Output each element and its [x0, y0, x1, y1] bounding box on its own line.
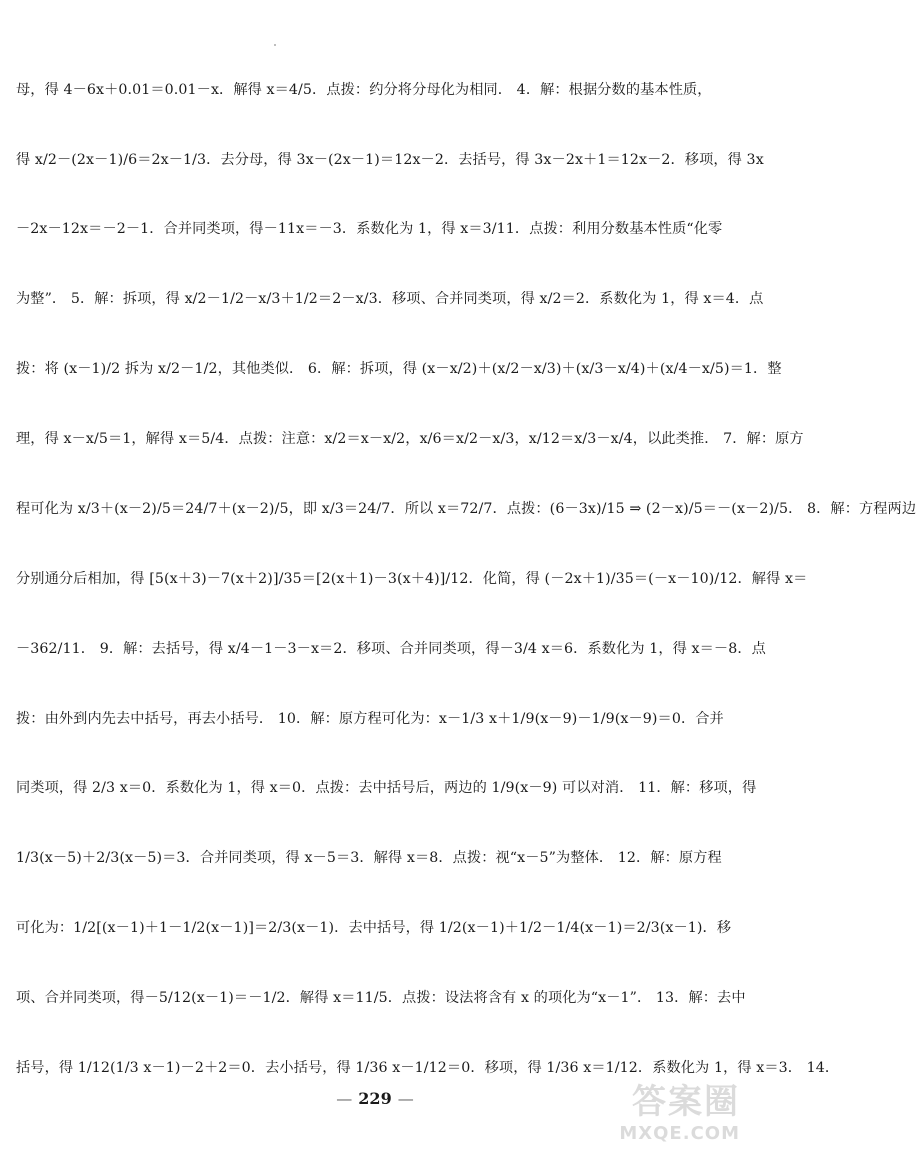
text-line-1: 母，得 4－6x＋0.01＝0.01－x．解得 x＝4/5．点拨：约分将分母化为相同． 4．解：根据分数的基本性质， — [16, 82, 712, 98]
page-number: 229 — [358, 1089, 392, 1108]
text-line-6: 理，得 x－x/5＝1，解得 x＝5/4．点拨：注意：x/2＝x－x/2，x/6＝x/2－x/3，x/12＝x/3－x/4，以此类推． 7．解：原方 — [16, 431, 804, 447]
text-line-8: 分别通分后相加，得 [5(x＋3)－7(x＋2)]/35＝[2(x＋1)－3(x＋4)]/12．化简，得 (－2x＋1)/35＝(－x－10)/12．解得 x＝ — [16, 571, 808, 587]
text-line-7: 程可化为 x/3＋(x－2)/5＝24/7＋(x－2)/5，即 x/3＝24/7．所以 x＝72/7．点拨：(6－3x)/15 ⇒ (2－x)/5＝－(x－2)/5． 8．解：方程两边 — [16, 501, 916, 517]
text-line-4: 为整”． 5．解：拆项，得 x/2－1/2－x/3＋1/2＝2－x/3．移项、合并同类项，得 x/2＝2．系数化为 1，得 x＝4．点 — [16, 291, 764, 307]
footer-dash-left: — — [336, 1089, 353, 1108]
text-line-10: 拨：由外到内先去中括号，再去小括号． 10．解：原方程可化为：x－1/3 x＋1/9(x－9)－1/9(x－9)＝0．合并 — [16, 711, 724, 727]
watermark-bottom-text: MXQE.COM — [619, 1123, 740, 1144]
text-line-2: 得 x/2－(2x－1)/6＝2x－1/3．去分母，得 3x－(2x－1)＝12x－2．去括号，得 3x－2x＋1＝12x－2．移项，得 3x — [16, 152, 764, 168]
text-line-14: 项、合并同类项，得－5/12(x－1)＝－1/2．解得 x＝11/5．点拨：设法将含有 x 的项化为“x－1”． 13．解：去中 — [16, 990, 746, 1006]
text-line-3: －2x－12x＝－2－1．合并同类项，得－11x＝－3．系数化为 1，得 x＝3/11．点拨：利用分数基本性质“化零 — [16, 221, 723, 237]
page-mark — [274, 44, 276, 46]
text-line-13: 可化为：1/2[(x－1)＋1－1/2(x－1)]＝2/3(x－1)．去中括号，得 1/2(x－1)＋1/2－1/4(x－1)＝2/3(x－1)．移 — [16, 920, 732, 936]
text-line-12: 1/3(x－5)＋2/3(x－5)＝3．合并同类项，得 x－5＝3．解得 x＝8．点拨：视“x－5”为整体． 12．解：原方程 — [16, 850, 722, 866]
text-line-11: 同类项，得 2/3 x＝0．系数化为 1，得 x＝0．点拨：去中括号后，两边的 1/9(x－9) 可以对消． 11．解：移项，得 — [16, 780, 757, 796]
watermark-top-text: 答案圈 — [632, 1082, 740, 1122]
footer-dash-right: — — [397, 1089, 414, 1108]
text-line-15: 括号，得 1/12(1/3 x－1)－2＋2＝0．去小括号，得 1/36 x－1/12＝0．移项，得 1/36 x＝1/12．系数化为 1，得 x＝3． 14． — [16, 1060, 840, 1076]
text-line-5: 拨：将 (x－1)/2 拆为 x/2－1/2，其他类似． 6．解：拆项，得 (x－x/2)＋(x/2－x/3)＋(x/3－x/4)＋(x/4－x/5)＝1．整 — [16, 361, 782, 377]
text-line-9: －362/11． 9．解：去括号，得 x/4－1－3－x＝2．移项、合并同类项，得－3/4 x＝6．系数化为 1，得 x＝－8．点 — [16, 641, 766, 657]
watermark-logo — [592, 1074, 740, 1152]
